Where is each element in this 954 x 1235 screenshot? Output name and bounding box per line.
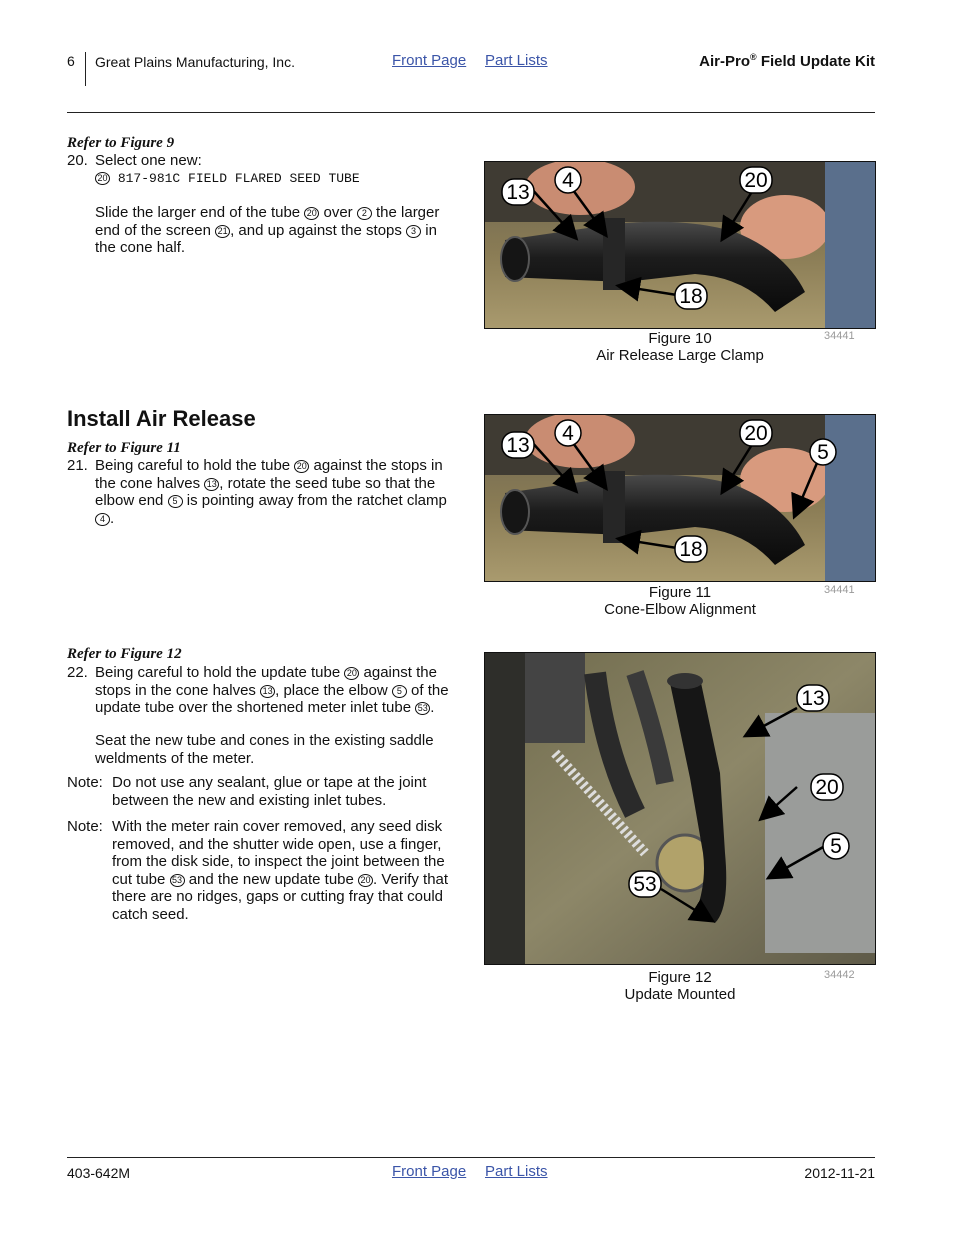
figure-10-caption: Figure 10 Air Release Large Clamp bbox=[596, 330, 764, 364]
part-line bbox=[95, 171, 360, 186]
section-heading: Install Air Release bbox=[67, 406, 256, 431]
callout-13: 13 bbox=[260, 685, 275, 698]
part-description: 817-981C FIELD FLARED SEED TUBE bbox=[117, 171, 360, 186]
company-name: Great Plains Manufacturing, Inc. bbox=[95, 54, 295, 70]
callout-3: 3 bbox=[406, 225, 421, 238]
callout-5: 5 bbox=[392, 685, 407, 698]
fig10-callout-20: 20 bbox=[744, 169, 768, 192]
note-2-text: With the meter rain cover removed, any seed disk removed, and the shutter wide open, use a finger, from the disk side, to inspect the joint between the cut tube 53 and the new update tube 20 . Verify that there are no ridges, gaps or cutting fray that could catch seed. bbox=[112, 818, 449, 923]
callout-2: 2 bbox=[357, 207, 372, 220]
fig10-callout-18: 18 bbox=[679, 285, 703, 308]
step-22-paragraph: Seat the new tube and cones in the existing saddle weldments of the meter. bbox=[95, 732, 434, 767]
step-20-text: Select one new: bbox=[95, 152, 202, 169]
product-title: Air-Pro® Field Update Kit bbox=[699, 52, 875, 70]
fig11-callout-4: 4 bbox=[562, 422, 574, 445]
note-1-text: Do not use any sealant, glue or tape at the joint between the new and existing inlet tubes. bbox=[112, 774, 427, 809]
callout-53: 53 bbox=[170, 874, 185, 887]
fig12-callout-13: 13 bbox=[801, 687, 825, 710]
callout-20: 20 bbox=[358, 874, 373, 887]
callout-20: 20 bbox=[344, 667, 359, 680]
callout-20: 20 bbox=[304, 207, 319, 220]
figure-11-photo bbox=[484, 414, 876, 582]
step-21-text: Being careful to hold the tube 20 against the stops in the cone halves 13 , rotate the seed tube so that the elbow end 5 is pointing away from the ratchet clamp 4 . bbox=[95, 457, 447, 527]
doc-number: 403-642M bbox=[67, 1165, 131, 1181]
callout-21: 21 bbox=[215, 225, 230, 238]
callout-20: 20 bbox=[294, 460, 309, 473]
figure-10-photo bbox=[484, 161, 876, 329]
fig10-callout-4: 4 bbox=[562, 169, 574, 192]
part-lists-link[interactable]: Part Lists bbox=[485, 52, 548, 69]
fig11-callout-20: 20 bbox=[744, 422, 768, 445]
doc-date: 2012-11-21 bbox=[804, 1165, 875, 1181]
fig12-callout-5: 5 bbox=[830, 835, 842, 858]
step-20-paragraph: Slide the larger end of the tube 20 over 2 the larger end of the screen 21 , and up against the stops 3 in the cone half. bbox=[95, 204, 440, 256]
fig10-callout-13: 13 bbox=[506, 181, 530, 204]
callout-53: 53 bbox=[415, 702, 430, 715]
page-number: 6 bbox=[67, 53, 75, 69]
front-page-link[interactable]: Front Page bbox=[392, 52, 467, 69]
fig12-callout-53: 53 bbox=[633, 873, 657, 896]
figure-11-caption: Figure 11 Cone-Elbow Alignment bbox=[604, 584, 756, 618]
refer-figure-12: Refer to Figure 12 bbox=[67, 646, 182, 662]
footer-rule bbox=[67, 1157, 875, 1158]
step-20-number: 20. bbox=[67, 152, 88, 169]
step-22-text: Being careful to hold the update tube 20 against the stops in the cone halves 13 , place the elbow 5 of the update tube over the shortened meter inlet tube 53 . bbox=[95, 664, 449, 716]
header-divider bbox=[85, 52, 86, 86]
refer-figure-11: Refer to Figure 11 bbox=[67, 440, 181, 456]
fig11-callout-18: 18 bbox=[679, 538, 703, 561]
callout-4: 4 bbox=[95, 513, 110, 526]
callout-5: 5 bbox=[168, 495, 183, 508]
note-1-label: Note: bbox=[67, 774, 103, 791]
refer-figure-9: Refer to Figure 9 bbox=[67, 135, 175, 151]
fig12-callout-20: 20 bbox=[815, 776, 839, 799]
figure-11-photo-id: 34441 bbox=[824, 584, 855, 596]
step-22-number: 22. bbox=[67, 664, 88, 681]
fig11-callout-13: 13 bbox=[506, 434, 530, 457]
callout-20: 20 bbox=[95, 172, 110, 185]
header-rule bbox=[67, 112, 875, 113]
footer-front-page-link[interactable]: Front Page bbox=[392, 1163, 467, 1180]
footer-part-lists-link[interactable]: Part Lists bbox=[485, 1163, 548, 1180]
step-21-number: 21. bbox=[67, 457, 88, 474]
figure-12-caption: Figure 12 Update Mounted bbox=[624, 969, 736, 1003]
figure-10-photo-id: 34441 bbox=[824, 330, 855, 342]
figure-12-photo-id: 34442 bbox=[824, 969, 855, 981]
figure-12-photo bbox=[484, 652, 876, 965]
fig11-callout-5: 5 bbox=[817, 441, 829, 464]
note-2-label: Note: bbox=[67, 818, 103, 835]
callout-13: 13 bbox=[204, 478, 219, 491]
